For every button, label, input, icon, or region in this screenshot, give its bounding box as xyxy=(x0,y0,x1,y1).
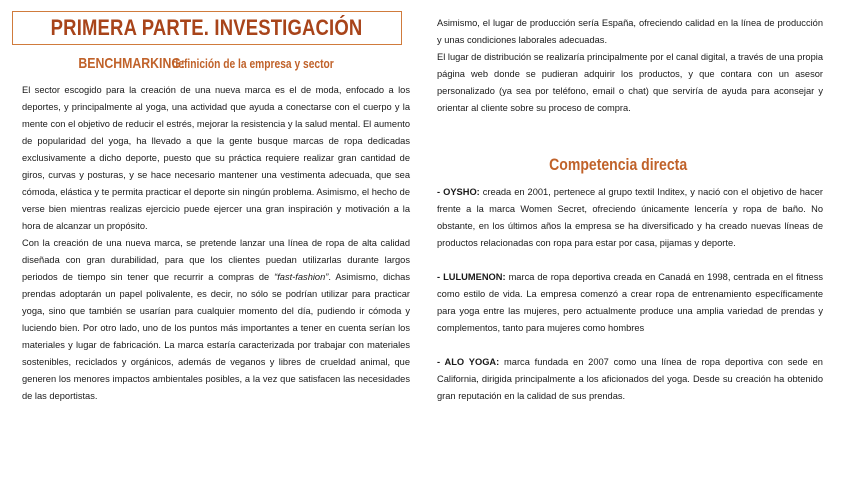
page-title: PRIMERA PARTE. INVESTIGACIÓN xyxy=(51,15,363,40)
competitor-description: creada en 2001, pertenece al grupo textil Inditex, y nació con el objetivo de hacer frente a la marca Women Secret, ofreciendo únicamente lencería y ropa de baño. No obstante, en los últimos años la empresa se ha diversificado y ha creado nuevas líneas de productos relacionadas con ropa para estar por casa, pijamas y deporte. xyxy=(437,187,823,248)
paragraph-production: Asimismo, el lugar de producción sería España, ofreciendo calidad en la línea de producción y unas condiciones laborales adecuadas. xyxy=(437,18,823,45)
section-subtitle xyxy=(12,55,412,73)
subtitle-definition: definición de la empresa y sector xyxy=(171,57,334,71)
paragraph-brand-text-2: . Asimismo, dichas prendas adoptarán un papel polivalente, es decir, no sólo se podrían utilizar para practicar yoga, sino que también se usarían para cualquier momento del día, pudiendo ir cómoda y luciendo bien. Por otro lado, uno de los puntos más importantes a tener en cuenta serían los materiales y lugar de fabricación. La marca estaría caracterizada por trabajar con materiales sostenibles, reciclados y orgánicos, además de veganos y libres de crueldad animal, que generen los menores impactos ambientales posibles, a la vez que satisfacen las necesidades de las deportistas. xyxy=(22,272,410,401)
page-title-box xyxy=(12,11,402,45)
competitor-lulumenon xyxy=(437,269,823,337)
competitor-name: - OYSHO: xyxy=(437,187,480,197)
competitor-description: marca fundada en 2007 como una línea de ropa deportiva con sede en California, dirigida principalmente a los aficionados del yoga. Desde su creación ha obtenido gran reputación en la calidad de sus prendas. xyxy=(437,357,823,401)
fast-fashion-quote: “fast-fashion” xyxy=(274,272,329,282)
competitors-heading-text: Competencia directa xyxy=(549,156,687,174)
paragraph-brand xyxy=(22,235,410,405)
subtitle-benchmarking: BENCHMARKING: xyxy=(78,55,186,72)
competitor-oysho xyxy=(437,184,823,252)
paragraph-distribution: El lugar de distribución se realizaría principalmente por el canal digital, a través de una propia página web donde se pudieran adquirir los productos, y que contara con un asesor personalizado (ya sea por teléfono, email o chat) que serviría de ayuda para aconsejar y orientar al cliente sobre su proceso de compra. xyxy=(437,52,823,113)
competitor-name: - LULUMENON: xyxy=(437,272,506,282)
competitors-list xyxy=(437,184,823,422)
paragraph-sector: El sector escogido para la creación de una nueva marca es el de moda, enfocado a los deportes, y principalmente al yoga, una actividad que ayuda a conectarse con el cuerpo y la mente con el objetivo de reducir el estrés, mejorar la resistencia y la salud mental. El aumento de popularidad del yoga, ha llevado a que la gente busque marcas de ropa dedicadas exclusivamente a dicho deporte, puesto que su práctica requiere realizar gran cantidad de giros, curvas y posturas, y se hace necesario mantener una vestimenta adecuada, que sea cómoda, elástica y te permita practicar el deporte sin ningún problema. Asimismo, el hecho de verse bien mientras realizas ejercicio puede ejercer una gran inspiración y motivación a la hora de alcanzar un propósito. xyxy=(22,85,410,231)
competitor-name: - ALO YOGA: xyxy=(437,357,500,367)
paragraph-brand-text-1: Con la creación de una nueva marca, se pretende lanzar una línea de ropa de alta calidad diseñada con gran durabilidad, para que los clientes puedan utilizarlas durante largos periodos de tiempo sin tener que recurrir a compras de xyxy=(22,238,410,282)
left-column xyxy=(22,82,410,405)
competitor-alo-yoga xyxy=(437,354,823,405)
competitors-heading xyxy=(437,156,799,175)
right-column xyxy=(437,15,823,117)
competitor-description: marca de ropa deportiva creada en Canadá en 1998, centrada en el fitness como estilo de vida. La empresa comenzó a crear ropa de entrenamiento específicamente para yoga entre las mujeres, pero actualmente produce una amplia variedad de prendas y complementos, tanto para mujeres como hombres xyxy=(437,272,823,333)
